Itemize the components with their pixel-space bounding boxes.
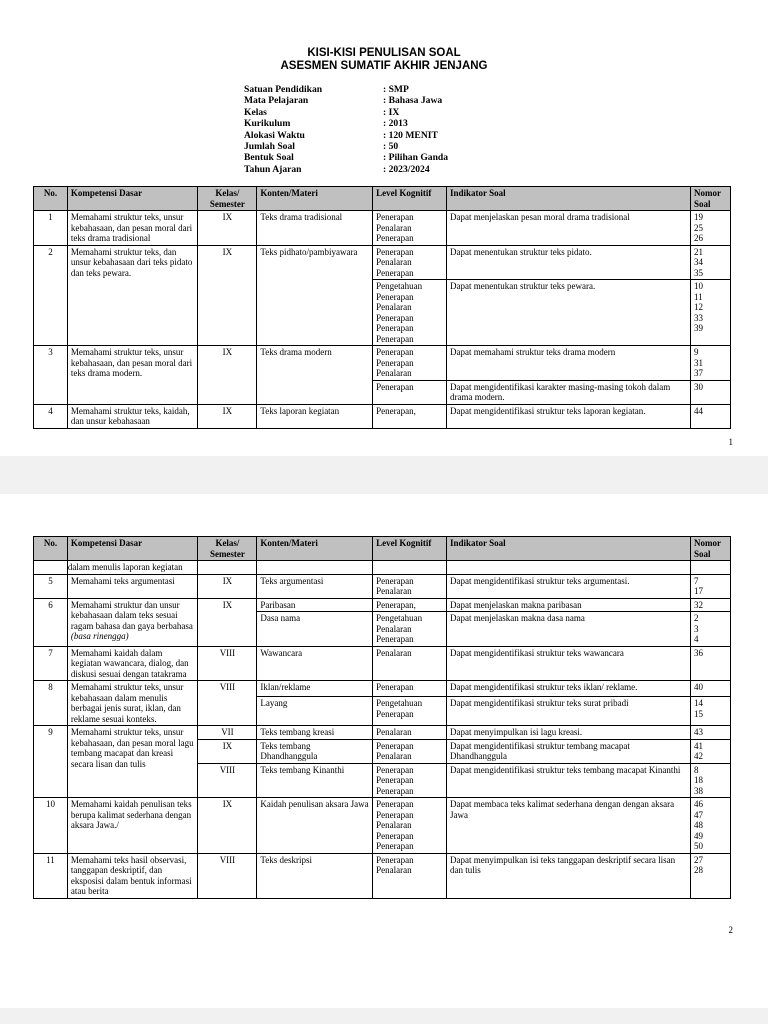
metadata-label: Jumlah Soal (244, 141, 295, 153)
nomor-item: 21 (694, 246, 703, 257)
cell-indikator: Dapat mengidentifikasi struktur tembang macapat Dhandhanggula (446, 739, 690, 763)
metadata-value: : SMP (383, 84, 409, 95)
level-item: Penerapan (376, 799, 414, 809)
nomor-item: 28 (693, 865, 703, 875)
metadata-row (244, 152, 448, 163)
table-row (34, 346, 731, 381)
cell-konten: Teks tembang Kinanthi (257, 763, 373, 798)
cell-no: 4 (34, 404, 68, 428)
cell-level (373, 853, 447, 898)
metadata-value: : Pilihan Ganda (383, 152, 449, 164)
level-item: Penerapan (376, 246, 414, 257)
cell-kompetensi: Memahami struktur teks, unsur kebahasaan, dan pesan moral lagu tembang macapat dan kreasi secara lisan dan tulis (67, 726, 198, 798)
level-item: Penalaran (376, 647, 412, 658)
nomor-item: 36 (693, 647, 703, 658)
cell-level (373, 211, 447, 246)
cell-level (373, 346, 447, 381)
nomor-item: 50 (693, 841, 703, 851)
header-konten: Konten/Materi (257, 187, 373, 211)
document-metadata (244, 84, 448, 175)
document-page-2 (0, 494, 768, 1008)
level-item: Penerapan, (376, 599, 416, 610)
cell-kelas: IX (198, 245, 257, 346)
cell-konten: Wawancara (257, 646, 373, 681)
level-item: Penerapan (376, 291, 414, 302)
metadata-label: Kelas (244, 106, 267, 118)
level-item: Penalaran (376, 302, 412, 312)
level-item: Pengetahuan (376, 613, 423, 623)
nomor-item: 4 (693, 634, 699, 644)
level-item: Penalaran (376, 222, 412, 233)
cell-nomor (691, 404, 731, 428)
kompetensi-italic: (basa rinengga) (70, 631, 129, 641)
cell-nomor (691, 346, 731, 381)
cell-level (373, 380, 447, 404)
header-no: No. (34, 187, 68, 211)
nomor-item: 38 (693, 785, 703, 796)
cell-kompetensi (67, 598, 198, 646)
table-row (34, 798, 731, 854)
cell-konten: Paribasan (257, 598, 373, 612)
cell-kompetensi: Memahami struktur teks, unsur kebahasaan, dan pesan moral dari teks drama tradisional (67, 211, 198, 246)
metadata-value: : 2023/2024 (383, 163, 430, 175)
level-item: Penalaran (376, 586, 412, 596)
cell-konten: Teks tembang kreasi (257, 726, 373, 740)
cell-no: 2 (34, 245, 68, 346)
level-item: Penalaran (376, 727, 412, 737)
cell-level (373, 404, 447, 428)
table-row (34, 245, 731, 280)
cell-level (373, 612, 447, 647)
table-row (34, 646, 731, 681)
nomor-item: 12 (694, 302, 703, 312)
level-item: Penerapan (376, 708, 414, 719)
nomor-item: 27 (693, 854, 703, 865)
header-kompetensi: Kompetensi Dasar (67, 537, 198, 561)
cell-no: 10 (34, 798, 68, 854)
cell-konten: Teks pidhato/pambiyawara (257, 245, 373, 346)
cell-konten: Teks argumentasi (257, 574, 373, 598)
cell-indikator: Dapat menentukan struktur teks pidato. (447, 245, 691, 280)
header-no: No. (34, 537, 68, 561)
cell-indikator: Dapat mengidentifikasi struktur teks surat pribadi (446, 697, 690, 726)
level-item: Penerapan (376, 809, 414, 820)
metadata-row (244, 95, 448, 106)
table-row-continuation (34, 561, 731, 575)
nomor-item: 10 (694, 281, 703, 291)
nomor-item: 3 (693, 623, 699, 634)
cell-kelas: IX (198, 404, 257, 428)
cell-kelas: VIII (198, 853, 257, 898)
nomor-item: 35 (694, 267, 703, 278)
level-item: Penalaran (376, 623, 412, 634)
metadata-row (244, 118, 448, 129)
header-konten: Konten/Materi (257, 537, 373, 561)
level-item: Penerapan (376, 575, 414, 586)
level-item: Penerapan (376, 347, 414, 357)
cell-indikator: Dapat menjelaskan makna dasa nama (446, 612, 690, 647)
table-header-row (34, 187, 731, 211)
nomor-item: 8 (693, 764, 699, 775)
cell-konten: Teks drama tradisional (257, 211, 373, 246)
cell-no: 7 (34, 646, 68, 681)
cell-konten: Teks laporan kegiatan (257, 404, 373, 428)
cell-nomor (690, 739, 730, 763)
nomor-item: 11 (694, 291, 703, 302)
level-item: Penerapan (376, 841, 414, 851)
cell-kelas: IX (198, 574, 257, 598)
level-item: Penerapan (376, 854, 414, 865)
nomor-item: 32 (693, 599, 703, 610)
cell-no: 11 (34, 853, 68, 898)
metadata-row (244, 164, 448, 175)
cell-kompetensi: Memahami kaidah dalam kegiatan wawancara, dialog, dan diskusi sesuai dengan tatakrama (67, 646, 198, 681)
level-item: Penerapan (376, 323, 414, 333)
metadata-value: : 2013 (383, 118, 408, 130)
cell-kompetensi: dalam menulis laporan kegiatan (67, 561, 198, 575)
cell-indikator: Dapat menyimpulkan isi teks tanggapan deskriptif secara lisan dan tulis (446, 853, 690, 898)
document-subtitle: ASESMEN SUMATIF AKHIR JENJANG (280, 60, 488, 72)
cell-no: 8 (34, 681, 68, 726)
cell-nomor (691, 380, 731, 404)
header-level: Level Kognitif (373, 537, 447, 561)
cell-level (373, 574, 447, 598)
level-item: Penerapan (376, 357, 414, 368)
level-item: Penalaran (376, 257, 412, 267)
cell-kompetensi: Memahami teks argumentasi (67, 574, 198, 598)
cell-nomor (690, 697, 730, 726)
level-item: Pengetahuan (376, 281, 423, 291)
cell-kelas: VII (198, 726, 257, 740)
cell-kelas: IX (198, 739, 257, 763)
metadata-label: Bentuk Soal (244, 152, 294, 164)
level-item: Penerapan (376, 333, 414, 344)
header-indikator: Indikator Soal (446, 537, 690, 561)
cell-nomor (691, 245, 731, 280)
cell-indikator: Dapat membaca teks kalimat sederhana dengan dengan aksara Jawa (446, 798, 690, 854)
nomor-item: 40 (693, 682, 703, 692)
cell-kompetensi: Memahami teks hasil observasi, tanggapan deskriptif, dan eksposisi dalam bentuk informasi atau berita (67, 853, 198, 898)
metadata-label: Alokasi Waktu (244, 129, 305, 141)
level-item: Penalaran (376, 368, 412, 378)
table-row (34, 681, 731, 697)
nomor-item: 19 (694, 212, 703, 222)
nomor-item: 47 (693, 809, 703, 820)
cell-level (373, 245, 447, 280)
table-row (34, 404, 731, 428)
cell-nomor (690, 612, 730, 647)
nomor-item: 37 (694, 368, 703, 378)
level-item: Penerapan (376, 267, 414, 278)
cell-kompetensi: Memahami struktur teks, unsur kebahasaan, dan pesan moral dari teks drama modern. (67, 346, 198, 405)
cell-level (373, 697, 447, 726)
cell-indikator: Dapat menjelaskan makna paribasan (446, 598, 690, 612)
cell-no: 5 (34, 574, 68, 598)
cell-level (373, 739, 447, 763)
cell-nomor (690, 798, 730, 854)
cell-kelas: VIII (198, 646, 257, 681)
metadata-label: Tahun Ajaran (244, 163, 302, 175)
nomor-item: 49 (693, 830, 703, 841)
nomor-item: 7 (693, 575, 699, 586)
cell-nomor (690, 853, 730, 898)
level-item: Penerapan (376, 682, 414, 692)
nomor-item: 30 (694, 381, 703, 392)
kompetensi-text: Memahami struktur dan unsur kebahasaan dalam teks sesuai ragam bahasa dan gaya berbahasa (70, 599, 193, 631)
document-page-1 (0, 0, 768, 456)
cell-indikator: Dapat mengidentifikasi struktur teks tembang macapat Kinanthi (446, 763, 690, 798)
cell-level (373, 598, 447, 612)
cell-indikator: Dapat menyimpulkan isi lagu kreasi. (446, 726, 690, 740)
level-item: Penerapan (376, 634, 414, 644)
level-item: Penerapan (376, 775, 414, 785)
cell-konten: Dasa nama (257, 612, 373, 647)
level-item: Penerapan, (376, 405, 416, 416)
level-item: Penerapan (376, 312, 414, 323)
nomor-item: 41 (693, 740, 703, 751)
cell-konten: Teks drama modern (257, 346, 373, 405)
level-item: Penerapan (376, 381, 414, 392)
nomor-item: 26 (694, 233, 703, 243)
cell-konten: Teks deskripsi (257, 853, 373, 898)
header-nomor: Nomor Soal (691, 187, 731, 211)
cell-nomor (690, 574, 730, 598)
header-nomor: Nomor Soal (690, 537, 730, 561)
cell-konten: Layang (257, 697, 373, 726)
page-number: 2 (728, 925, 733, 935)
cell-nomor (691, 211, 731, 246)
cell-indikator: Dapat mengidentifikasi karakter masing-masing tokoh dalam drama modern. (447, 380, 691, 404)
cell-indikator: Dapat mengidentifikasi struktur teks argumentasi. (446, 574, 690, 598)
cell-nomor (690, 681, 730, 697)
cell-level (373, 763, 447, 798)
level-item: Penalaran (376, 865, 412, 875)
metadata-row (244, 130, 448, 141)
nomor-item: 2 (693, 613, 699, 623)
nomor-item: 14 (693, 698, 703, 709)
cell-kelas: IX (198, 798, 257, 854)
nomor-item: 42 (693, 751, 703, 761)
nomor-item: 25 (694, 222, 703, 233)
header-kelas: Kelas/ Semester (198, 537, 257, 561)
nomor-item: 33 (694, 312, 703, 323)
nomor-item: 44 (694, 405, 703, 416)
cell-nomor (690, 646, 730, 681)
cell-kelas: VIII (198, 681, 257, 726)
cell-no: 1 (34, 211, 68, 246)
nomor-item: 31 (694, 357, 703, 368)
level-item: Penerapan (376, 785, 414, 796)
nomor-item: 46 (693, 799, 703, 809)
nomor-item: 34 (694, 257, 703, 267)
kisi-kisi-table-page-2 (33, 536, 731, 899)
table-row (34, 853, 731, 898)
cell-kelas: IX (198, 346, 257, 405)
cell-indikator: Dapat mengidentifikasi struktur teks iklan/ reklame. (446, 681, 690, 697)
cell-level (373, 726, 447, 740)
cell-indikator: Dapat memahami struktur teks drama modern (447, 346, 691, 381)
level-item: Penerapan (376, 830, 414, 841)
nomor-item: 43 (693, 727, 703, 737)
level-item: Penerapan (376, 740, 414, 751)
kisi-kisi-table-page-1 (33, 186, 731, 429)
nomor-item: 9 (694, 347, 699, 357)
cell-kompetensi: Memahami struktur teks, kaidah, dan unsur kebahasaan (67, 404, 198, 428)
metadata-row (244, 107, 448, 118)
metadata-label: Mata Pelajaran (244, 95, 309, 107)
table-row (34, 211, 731, 246)
table-row (34, 598, 731, 612)
level-item: Pengetahuan (376, 698, 423, 709)
cell-indikator: Dapat mengidentifikasi struktur teks laporan kegiatan. (447, 404, 691, 428)
table-header-row (34, 537, 731, 561)
metadata-value: : 120 MENIT (383, 129, 438, 141)
page-number: 1 (728, 437, 733, 447)
cell-nomor (690, 763, 730, 798)
nomor-item: 39 (694, 323, 703, 333)
level-item: Penalaran (376, 820, 412, 830)
metadata-value: : Bahasa Jawa (383, 95, 443, 107)
cell-kompetensi: Memahami kaidah penulisan teks berupa kalimat sederhana dengan aksara Jawa./ (67, 798, 198, 854)
cell-indikator: Dapat menjelaskan pesan moral drama tradisional (447, 211, 691, 246)
cell-kelas: IX (198, 598, 257, 646)
cell-kompetensi: Memahami struktur teks, dan unsur kebahasaan dari teks pidato dan teks pewara. (67, 245, 198, 346)
metadata-label: Kurikulum (244, 118, 291, 130)
cell-level (373, 681, 447, 697)
cell-level (373, 798, 447, 854)
level-item: Penerapan (376, 764, 414, 775)
level-item: Penerapan (376, 212, 414, 222)
nomor-item: 18 (693, 775, 703, 785)
header-kompetensi: Kompetensi Dasar (67, 187, 198, 211)
cell-no: 6 (34, 598, 68, 646)
table-row (34, 726, 731, 740)
header-level: Level Kognitif (373, 187, 447, 211)
metadata-label: Satuan Pendidikan (244, 84, 323, 95)
metadata-value: : 50 (383, 141, 399, 153)
cell-konten: Kaidah penulisan aksara Jawa (257, 798, 373, 854)
cell-kelas: VIII (198, 763, 257, 798)
header-kelas: Kelas/ Semester (198, 187, 257, 211)
level-item: Penalaran (376, 751, 412, 761)
header-indikator: Indikator Soal (447, 187, 691, 211)
cell-konten: Teks tembang Dhandhanggula (257, 739, 373, 763)
cell-indikator: Dapat menentukan struktur teks pewara. (447, 280, 691, 346)
document-title: KISI-KISI PENULISAN SOAL (307, 47, 461, 59)
cell-nomor (690, 598, 730, 612)
cell-level (373, 646, 447, 681)
cell-indikator: Dapat mengidentifikasi struktur teks wawancara (446, 646, 690, 681)
level-item: Penerapan (376, 233, 414, 243)
cell-kompetensi: Memahami struktur teks, unsur kebahasaan dalam menulis berbagai jenis surat, iklan, dan reklame sesuai konteks. (67, 681, 198, 726)
cell-no: 3 (34, 346, 68, 405)
cell-nomor (691, 280, 731, 346)
cell-konten: Iklan/reklame (257, 681, 373, 697)
metadata-row (244, 84, 448, 95)
cell-nomor (690, 726, 730, 740)
nomor-item: 15 (693, 708, 703, 719)
metadata-row (244, 141, 448, 152)
cell-level (373, 280, 447, 346)
cell-kelas: IX (198, 211, 257, 246)
nomor-item: 17 (693, 586, 703, 596)
metadata-value: : IX (383, 106, 400, 118)
table-row (34, 574, 731, 598)
nomor-item: 48 (693, 820, 703, 830)
cell-no: 9 (34, 726, 68, 798)
